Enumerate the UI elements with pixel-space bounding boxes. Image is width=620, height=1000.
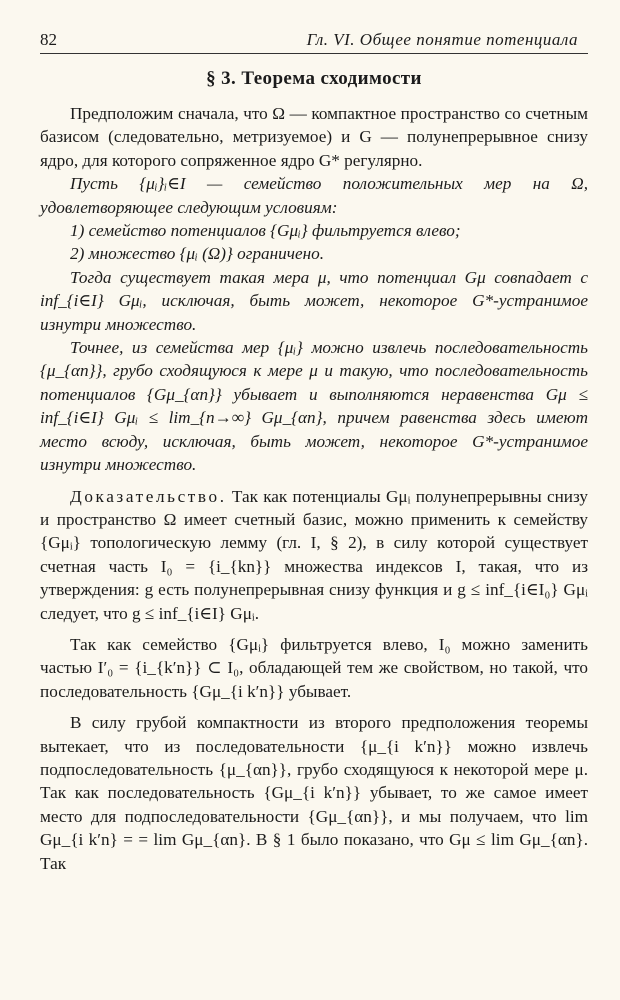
running-title: Гл. VI. Общее понятие потенциала (306, 30, 578, 49)
condition-1: 1) семейство потенциалов {Gμᵢ} фильтруется влево; (70, 221, 461, 241)
paragraph-filtering: Так как семейство {Gμᵢ} фильтруется влево, I₀ можно заменить частью I′₀ = {i_{k′n}} ⊂ I₀, обладающей тем же свойством, но такой, что последовательность {Gμ_{i k′n}} убывает. (40, 634, 588, 701)
paragraph-assumption: Предположим сначала, что Ω — компактное пространство со счетным базисом (следовательно, метризуемое) и G — полунепрерывное снизу ядро, для которого сопряженное ядро G* регулярно. (40, 104, 588, 170)
condition-2: 2) множество {μᵢ (Ω)} ограничено. (70, 244, 325, 264)
theorem-statement: Тогда существует такая мера μ, что потенциал Gμ совпадает с inf_{i∈I} Gμᵢ, исключая, быть может, некоторое G*-устранимое изнутри множество. (40, 267, 588, 334)
proof-paragraph (40, 485, 588, 625)
proof-label: Доказательство. (70, 486, 227, 506)
running-header (40, 30, 588, 54)
section-title: § 3. Теорема сходимости (206, 68, 422, 89)
page (40, 30, 588, 875)
proof-text: Так как потенциалы Gμᵢ полунепрерывны снизу и пространство Ω имеет счетный базис, можно применить к семейству {Gμᵢ} топологическую лемму (гл. I, § 2), в силу которой существует счетная часть I₀ = {i_{kn}} множества индексов I, такая, что из утверждения: g есть полунепрерывная снизу функция и g ≤ inf_{i∈I₀} Gμᵢ следует, что g ≤ inf_{i∈I} Gμᵢ. (40, 486, 589, 623)
paragraph-compactness: В силу грубой компактности из второго предположения теоремы вытекает, что из последовательности {μ_{i k′n}} можно извлечь подпоследовательность {μ_{αn}}, грубо сходящуюся к некоторой мере μ. Так как последовательность {Gμ_{i k′n}} убывает, то же самое имеет место для подпоследовательности {Gμ_{αn}}, и мы получаем, что lim Gμ_{i k′n} = = lim Gμ_{αn}. В § 1 было показано, что Gμ ≤ lim Gμ_{αn}. Так (40, 713, 588, 873)
page-number: 82 (40, 30, 57, 49)
paragraph-family: Пусть {μᵢ}ᵢ∈I — семейство положительных мер на Ω, удовлетворяющее следующим условиям: (40, 174, 588, 217)
theorem-precise: Точнее, из семейства мер {μᵢ} можно извлечь последовательность {μ_{αn}}, грубо сходящуюся к мере μ и такую, что последовательность потенциалов {Gμ_{αn}} убывает и выполняются неравенства Gμ ≤ inf_{i∈I} Gμᵢ ≤ lim_{n→∞} Gμ_{αn}, причем равенства здесь имеют место всюду, исключая, быть может, некоторое G*-устранимое изнутри множество. (40, 338, 588, 475)
